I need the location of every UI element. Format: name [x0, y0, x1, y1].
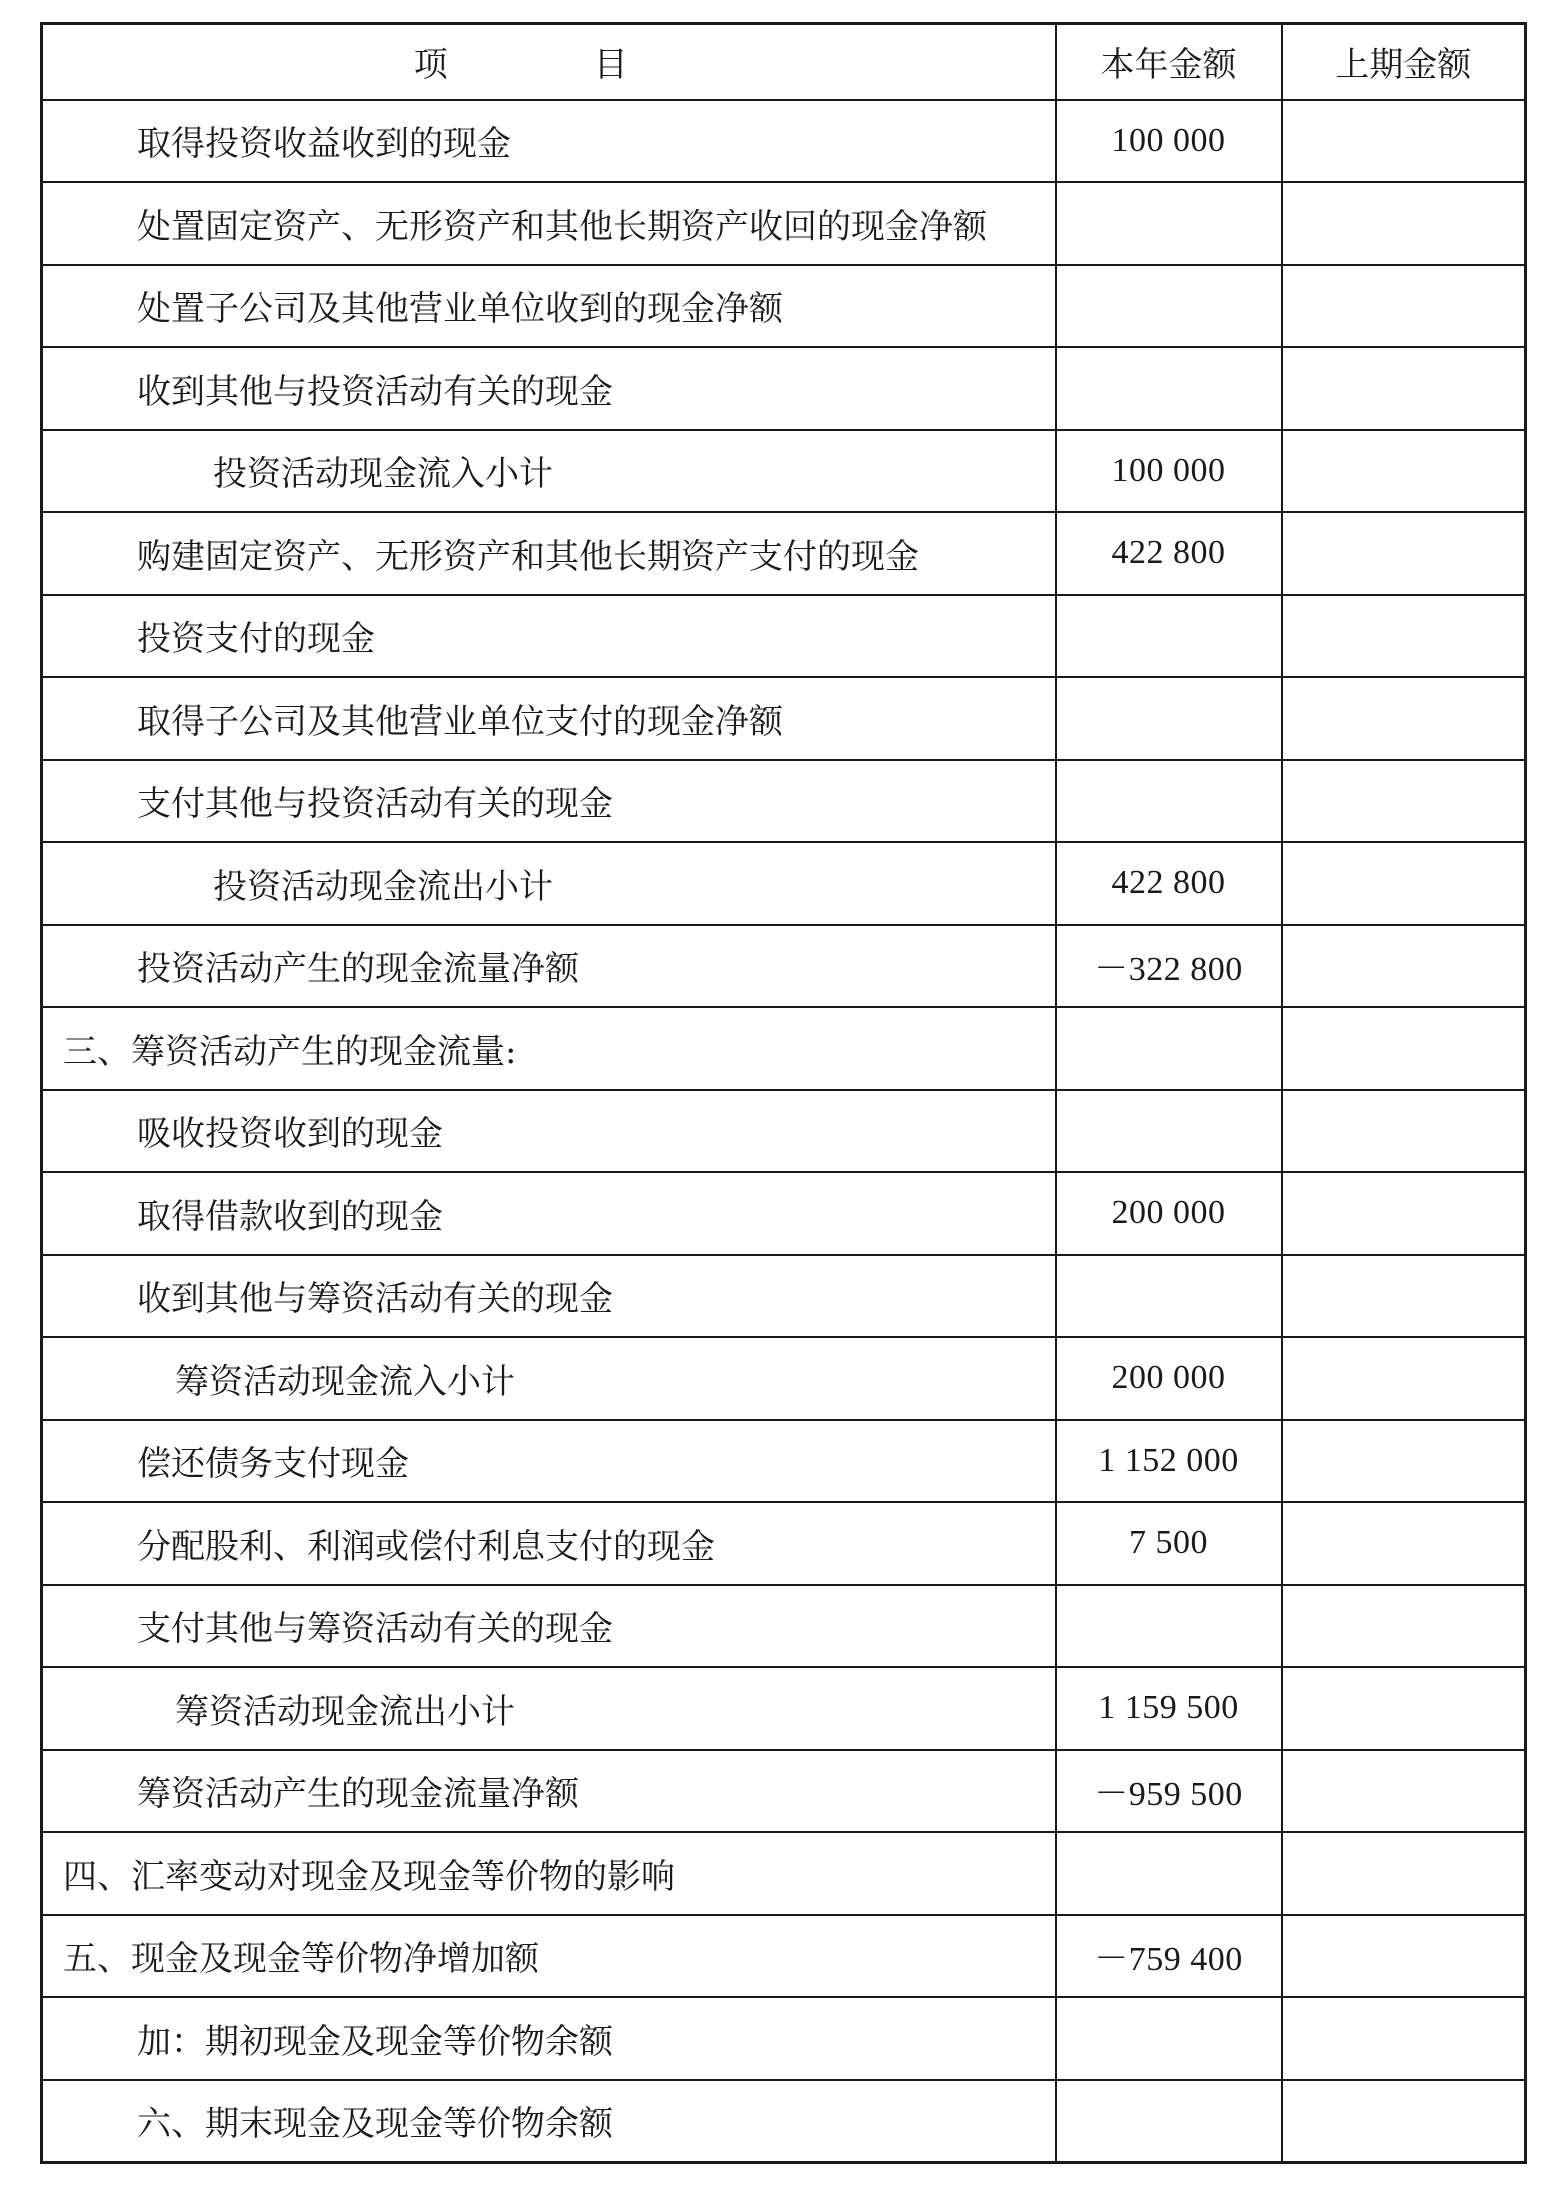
- row-previous-amount: [1282, 347, 1526, 430]
- table-row: [42, 925, 1526, 1008]
- row-previous-amount: [1282, 1255, 1526, 1338]
- row-current-amount: [1056, 595, 1282, 678]
- row-current-amount: [1056, 677, 1282, 760]
- row-previous-amount: [1282, 1502, 1526, 1585]
- row-current-amount: [1056, 1090, 1282, 1173]
- row-current-amount: [1056, 1832, 1282, 1915]
- row-item-label: 五、现金及现金等价物净增加额: [42, 1915, 1056, 1998]
- table-row: [42, 1337, 1526, 1420]
- header-current-year: 本年金额: [1056, 24, 1282, 100]
- row-item-label: 处置固定资产、无形资产和其他长期资产收回的现金净额: [42, 182, 1056, 265]
- table-header: [42, 24, 1526, 100]
- row-item-label: 购建固定资产、无形资产和其他长期资产支付的现金: [42, 512, 1056, 595]
- row-item-label: 取得投资收益收到的现金: [42, 100, 1056, 183]
- table-row: [42, 677, 1526, 760]
- table-row: [42, 842, 1526, 925]
- row-item-label: 偿还债务支付现金: [42, 1420, 1056, 1503]
- row-item-label: 投资活动现金流出小计: [42, 842, 1056, 925]
- row-item-label: 支付其他与投资活动有关的现金: [42, 760, 1056, 843]
- row-current-amount: －759 400: [1056, 1915, 1282, 1998]
- table-row: [42, 100, 1526, 183]
- row-previous-amount: [1282, 1667, 1526, 1750]
- row-current-amount: －322 800: [1056, 925, 1282, 1008]
- table-row: [42, 1420, 1526, 1503]
- row-previous-amount: [1282, 595, 1526, 678]
- row-previous-amount: [1282, 1585, 1526, 1668]
- table-row: [42, 1915, 1526, 1998]
- row-current-amount: [1056, 1585, 1282, 1668]
- row-current-amount: [1056, 265, 1282, 348]
- row-item-label: 筹资活动产生的现金流量净额: [42, 1750, 1056, 1833]
- row-current-amount: 100 000: [1056, 430, 1282, 513]
- row-previous-amount: [1282, 430, 1526, 513]
- table-row: [42, 1172, 1526, 1255]
- header-item-label: 项 目: [413, 45, 684, 86]
- row-current-amount: [1056, 760, 1282, 843]
- row-previous-amount: [1282, 1832, 1526, 1915]
- row-previous-amount: [1282, 1420, 1526, 1503]
- header-row: [42, 24, 1526, 100]
- table-body: [42, 100, 1526, 2163]
- row-current-amount: 200 000: [1056, 1172, 1282, 1255]
- row-current-amount: [1056, 1997, 1282, 2080]
- row-previous-amount: [1282, 2080, 1526, 2163]
- row-current-amount: [1056, 1007, 1282, 1090]
- row-current-amount: 100 000: [1056, 100, 1282, 183]
- table-row: [42, 182, 1526, 265]
- table-row: [42, 265, 1526, 348]
- row-item-label: 处置子公司及其他营业单位收到的现金净额: [42, 265, 1056, 348]
- row-current-amount: [1056, 347, 1282, 430]
- row-current-amount: [1056, 2080, 1282, 2163]
- row-item-label: 分配股利、利润或偿付利息支付的现金: [42, 1502, 1056, 1585]
- row-current-amount: 1 152 000: [1056, 1420, 1282, 1503]
- table-row: [42, 347, 1526, 430]
- header-item: [42, 24, 1056, 100]
- row-item-label: 收到其他与投资活动有关的现金: [42, 347, 1056, 430]
- row-item-label: 加：期初现金及现金等价物余额: [42, 1997, 1056, 2080]
- row-item-label: 支付其他与筹资活动有关的现金: [42, 1585, 1056, 1668]
- row-current-amount: 200 000: [1056, 1337, 1282, 1420]
- row-current-amount: [1056, 182, 1282, 265]
- row-previous-amount: [1282, 1997, 1526, 2080]
- row-previous-amount: [1282, 1007, 1526, 1090]
- row-item-label: 吸收投资收到的现金: [42, 1090, 1056, 1173]
- row-item-label: 投资活动现金流入小计: [42, 430, 1056, 513]
- row-current-amount: 422 800: [1056, 842, 1282, 925]
- row-item-label: 投资支付的现金: [42, 595, 1056, 678]
- row-previous-amount: [1282, 760, 1526, 843]
- row-current-amount: 7 500: [1056, 1502, 1282, 1585]
- row-item-label: 三、筹资活动产生的现金流量:: [42, 1007, 1056, 1090]
- row-item-label: 投资活动产生的现金流量净额: [42, 925, 1056, 1008]
- table-row: [42, 1585, 1526, 1668]
- table-row: [42, 1750, 1526, 1833]
- table-row: [42, 760, 1526, 843]
- row-previous-amount: [1282, 512, 1526, 595]
- row-item-label: 取得借款收到的现金: [42, 1172, 1056, 1255]
- row-previous-amount: [1282, 1915, 1526, 1998]
- table-row: [42, 595, 1526, 678]
- row-previous-amount: [1282, 1090, 1526, 1173]
- row-previous-amount: [1282, 100, 1526, 183]
- row-previous-amount: [1282, 1172, 1526, 1255]
- table-row: [42, 2080, 1526, 2163]
- row-current-amount: 1 159 500: [1056, 1667, 1282, 1750]
- table-row: [42, 1832, 1526, 1915]
- table-row: [42, 430, 1526, 513]
- row-item-label: 四、汇率变动对现金及现金等价物的影响: [42, 1832, 1056, 1915]
- row-item-label: 取得子公司及其他营业单位支付的现金净额: [42, 677, 1056, 760]
- row-previous-amount: [1282, 842, 1526, 925]
- row-previous-amount: [1282, 925, 1526, 1008]
- table-row: [42, 1255, 1526, 1338]
- row-previous-amount: [1282, 265, 1526, 348]
- row-current-amount: [1056, 1255, 1282, 1338]
- row-item-label: 六、期末现金及现金等价物余额: [42, 2080, 1056, 2163]
- row-current-amount: －959 500: [1056, 1750, 1282, 1833]
- row-previous-amount: [1282, 1337, 1526, 1420]
- table-row: [42, 1502, 1526, 1585]
- table-row: [42, 1007, 1526, 1090]
- row-previous-amount: [1282, 677, 1526, 760]
- table-row: [42, 1090, 1526, 1173]
- row-previous-amount: [1282, 182, 1526, 265]
- row-current-amount: 422 800: [1056, 512, 1282, 595]
- table-row: [42, 1997, 1526, 2080]
- header-previous-period: 上期金额: [1282, 24, 1526, 100]
- table-row: [42, 512, 1526, 595]
- row-item-label: 收到其他与筹资活动有关的现金: [42, 1255, 1056, 1338]
- row-item-label: 筹资活动现金流出小计: [42, 1667, 1056, 1750]
- table-row: [42, 1667, 1526, 1750]
- row-previous-amount: [1282, 1750, 1526, 1833]
- row-item-label: 筹资活动现金流入小计: [42, 1337, 1056, 1420]
- cash-flow-table: [40, 22, 1527, 2164]
